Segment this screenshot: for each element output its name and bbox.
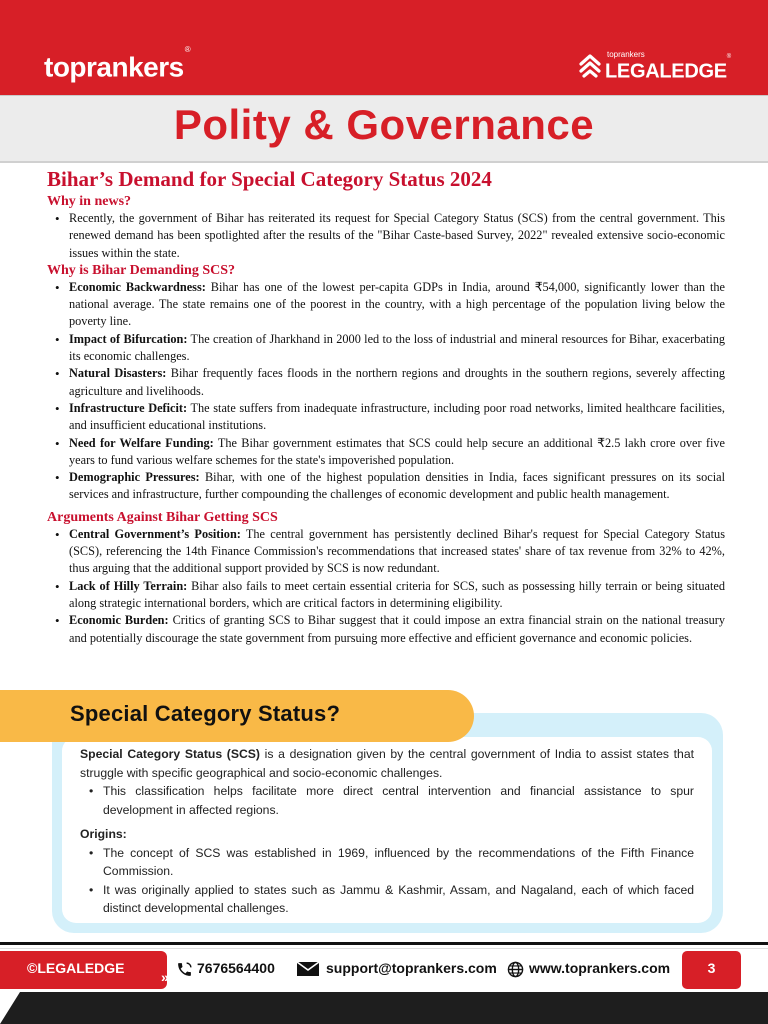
globe-icon bbox=[507, 961, 524, 978]
origins-heading: Origins: bbox=[80, 827, 127, 841]
toprankers-logo-mark: ® bbox=[184, 45, 191, 54]
list-item bbox=[69, 469, 725, 504]
list-item-term: Impact of Bifurcation: bbox=[69, 331, 188, 346]
list-item-term: Need for Welfare Funding: bbox=[69, 435, 214, 450]
list-item bbox=[69, 331, 725, 366]
scs-intro-list bbox=[80, 782, 694, 819]
list-item bbox=[69, 435, 725, 470]
footer-divider bbox=[0, 942, 768, 945]
list-item: • It was originally applied to states such as Jammu & Kashmir, Assam, and Nagaland, each of which faced distinct developmental challenges. bbox=[103, 881, 694, 918]
header-bar bbox=[0, 0, 768, 95]
list-item bbox=[69, 400, 725, 435]
footer-website-text: www.toprankers.com bbox=[529, 960, 671, 976]
list-item-text: Bihar frequently faces floods in the northern regions and droughts in the southern regions, severely affecting agriculture and livelihoods. bbox=[69, 366, 725, 398]
scs-intro-term: Special Category Status (SCS) bbox=[80, 747, 260, 761]
list-item-text: The creation of Jharkhand in 2000 led to the loss of industrial and mineral resources for Bihar, exacerbating its economic challenges. bbox=[69, 331, 725, 364]
list-item-term: Lack of Hilly Terrain: bbox=[69, 578, 188, 593]
list-item-text: Bihar also fails to meet certain essential criteria for SCS, such as possessing hilly terrain or being situated along strategic international borders, which are critical factors in determining eligibility. bbox=[69, 578, 725, 610]
list-item: • This classification helps facilitate more direct central intervention and financial assistance to spur development in affected regions. bbox=[103, 782, 694, 819]
footer-phone-text: 7676564400 bbox=[197, 960, 275, 976]
why-demanding-list bbox=[47, 279, 725, 504]
title-band bbox=[0, 95, 768, 163]
footer-brand-label: ©LEGALEDGE bbox=[27, 960, 125, 976]
article-title: Bihar’s Demand for Special Category Status 2024 bbox=[47, 167, 492, 191]
list-item bbox=[69, 365, 725, 400]
list-item-term: Natural Disasters: bbox=[69, 366, 167, 381]
list-item: • Recently, the government of Bihar has reiterated its request for Special Category Status (SCS) from the central government. This renewed demand has been spotlighted after the results of the "Bihar Caste-based Survey, 2022" revealed extensive socio-economic issues within the state. bbox=[69, 210, 725, 262]
scs-intro bbox=[80, 745, 694, 782]
list-item-term: Central Government’s Position: bbox=[69, 526, 241, 541]
footer-email-text: support@toprankers.com bbox=[326, 960, 497, 976]
double-chevron-glyph: » bbox=[161, 969, 163, 985]
why-in-news-heading: Why in news? bbox=[47, 194, 132, 209]
footer-brand[interactable] bbox=[0, 951, 167, 989]
list-item-text: Bihar, with one of the highest population densities in India, faces significant pressures on its social services and infrastructure, further compounding the challenges of economic development and public health management. bbox=[69, 470, 725, 502]
list-item bbox=[69, 279, 725, 331]
list-item-term: Demographic Pressures: bbox=[69, 470, 200, 485]
list-item-term: Economic Burden: bbox=[69, 613, 169, 628]
list-item-text: The central government has persistently declined Bihar's request for Special Category Status (SCS), referencing the 14th Finance Commission's recommendations that increased states' share of tax revenue from 32% to 42%, thus arguing that the additional support provided by SCS is now redundant. bbox=[69, 526, 725, 576]
list-item: • The concept of SCS was established in 1969, influenced by the recommendations of the Fifth Finance Commission. bbox=[103, 844, 694, 881]
scs-box-content bbox=[80, 745, 694, 918]
article bbox=[47, 166, 725, 648]
legaledge-chevron-icon bbox=[579, 54, 601, 78]
legaledge-logo-mark: ® bbox=[726, 54, 731, 60]
legaledge-logo-word: LEGALEDGE bbox=[605, 60, 727, 83]
list-item-term: Infrastructure Deficit: bbox=[69, 400, 188, 415]
origins-list bbox=[80, 844, 694, 918]
list-item-text: Bihar has one of the lowest per-capita GDPs in India, around ₹54,000, significantly lower than the national average. The state remains one of the poorest in the country, with a high percentage of the population living below the poverty line. bbox=[69, 279, 725, 329]
footer-dark-strip bbox=[0, 992, 768, 1024]
arguments-against-list bbox=[47, 526, 725, 647]
list-item-text: The state suffers from inadequate infrastructure, including poor road networks, limited healthcare facilities, and insufficient educational institutions. bbox=[69, 400, 725, 433]
scs-heading-tab bbox=[0, 690, 474, 742]
list-item-text: Critics of granting SCS to Bihar suggest that it could impose an extra financial strain on the national treasury and potentially discourage the state government from pursuing more effective and efficient governance and economic policies. bbox=[69, 613, 725, 645]
why-demanding-heading: Why is Bihar Demanding SCS? bbox=[47, 262, 236, 278]
toprankers-logo[interactable] bbox=[44, 45, 191, 83]
list-item bbox=[69, 526, 725, 578]
page-title: Polity & Governance bbox=[173, 101, 595, 148]
scs-heading: Special Category Status? bbox=[70, 701, 341, 726]
arguments-against-heading: Arguments Against Bihar Getting SCS bbox=[47, 509, 278, 525]
footer-strip-notch bbox=[0, 992, 20, 1024]
envelope-icon bbox=[296, 961, 320, 977]
scs-intro-text: is a designation given by the central government of India to assist states that struggle with specific geographical and socio-economic challenges. bbox=[80, 747, 694, 780]
list-item bbox=[69, 578, 725, 613]
toprankers-logo-text: toprankers bbox=[44, 51, 184, 83]
list-item-text: The Bihar government estimates that SCS could help secure an additional ₹2.5 lakh crore over five years to fund various welfare schemes for the state's impoverished population. bbox=[69, 435, 725, 467]
why-in-news-list bbox=[47, 210, 725, 262]
phone-icon bbox=[176, 961, 193, 978]
page-number: 3 bbox=[707, 960, 716, 976]
legaledge-logo-subtitle: toprankers bbox=[607, 50, 645, 59]
list-item-term: Economic Backwardness: bbox=[69, 279, 206, 294]
page-number-badge bbox=[682, 951, 741, 989]
list-item bbox=[69, 612, 725, 647]
